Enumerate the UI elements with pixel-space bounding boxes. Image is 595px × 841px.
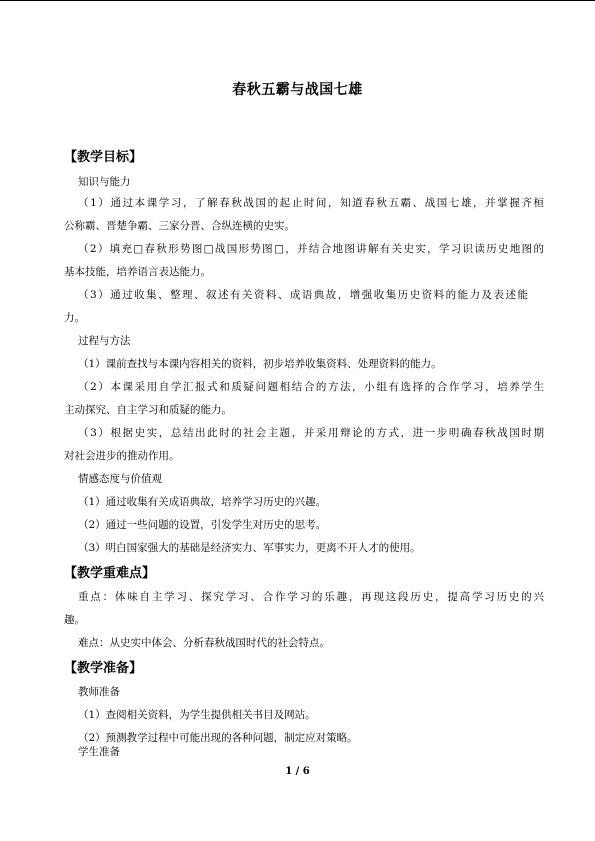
goal-k2-line2: 基本技能，培养语言表达能力。 bbox=[64, 266, 211, 278]
goal-k3-line1: （3）通过收集、整理、叙述有关资料、成语典故，增强收集历史资料的能力及表述能 bbox=[78, 289, 528, 301]
goal-p1: （1）课前查找与本课内容相关的资料，初步培养收集资料、处理资料的能力。 bbox=[78, 358, 442, 370]
subheading-process: 过程与方法 bbox=[78, 335, 131, 347]
section-heading-prep: 【教学准备】 bbox=[64, 661, 143, 676]
top-border-line bbox=[0, 0, 595, 1]
goal-p3-line1: （3）根据史实，总结出此时的社会主题，并采用辩论的方式，进一步明确春秋战国时期 bbox=[78, 427, 544, 439]
key-focus-line2: 趣。 bbox=[64, 614, 85, 626]
subheading-teacher: 教师准备 bbox=[78, 686, 120, 698]
goal-p3-line2: 对社会进步的推动作用。 bbox=[64, 450, 180, 462]
subheading-knowledge: 知识与能力 bbox=[78, 176, 131, 188]
page-number: 1 / 6 bbox=[285, 766, 310, 777]
prep-t1: （1）查阅相关资料，为学生提供相关书目及网站。 bbox=[78, 709, 316, 721]
goal-k2-line1: （2）填充□春秋形势图□战国形势图□，并结合地图讲解有关史实，学习识读历史地图的 bbox=[78, 243, 544, 255]
subheading-emotion: 情感态度与价值观 bbox=[78, 473, 162, 485]
subheading-student: 学生准备 bbox=[78, 746, 120, 758]
goal-p2-line1: （2）本课采用自学汇报式和质疑问题相结合的方法，小组有选择的合作学习，培养学生 bbox=[78, 381, 544, 393]
goal-e2: （2）通过一些问题的设置，引发学生对历史的思考。 bbox=[78, 519, 327, 531]
prep-t2: （2）预测教学过程中可能出现的各种问题，制定应对策略。 bbox=[78, 732, 358, 744]
goal-k1-line2: 公称霸、晋楚争霸、三家分晋、合纵连横的史实。 bbox=[64, 220, 295, 232]
goal-p2-line2: 主动探究、自主学习和质疑的能力。 bbox=[64, 404, 232, 416]
key-focus-line1: 重点：体味自主学习、探究学习、合作学习的乐趣，再现这段历史，提高学习历史的兴 bbox=[78, 591, 544, 603]
document-title: 春秋五霸与战国七雄 bbox=[232, 82, 363, 98]
section-heading-goals: 【教学目标】 bbox=[64, 150, 143, 165]
section-heading-key-points: 【教学重难点】 bbox=[64, 566, 156, 581]
goal-k1-line1: （1）通过本课学习，了解春秋战国的起止时间，知道春秋五霸、战国七雄，并掌握齐桓 bbox=[78, 197, 544, 209]
key-difficulty: 难点：从史实中体会、分析春秋战国时代的社会特点。 bbox=[78, 637, 330, 649]
goal-k3-line2: 力。 bbox=[64, 312, 85, 324]
goal-e1: （1）通过收集有关成语典故，培养学习历史的兴趣。 bbox=[78, 496, 327, 508]
goal-e3: （3）明白国家强大的基础是经济实力、军事实力，更离不开人才的使用。 bbox=[78, 542, 421, 554]
